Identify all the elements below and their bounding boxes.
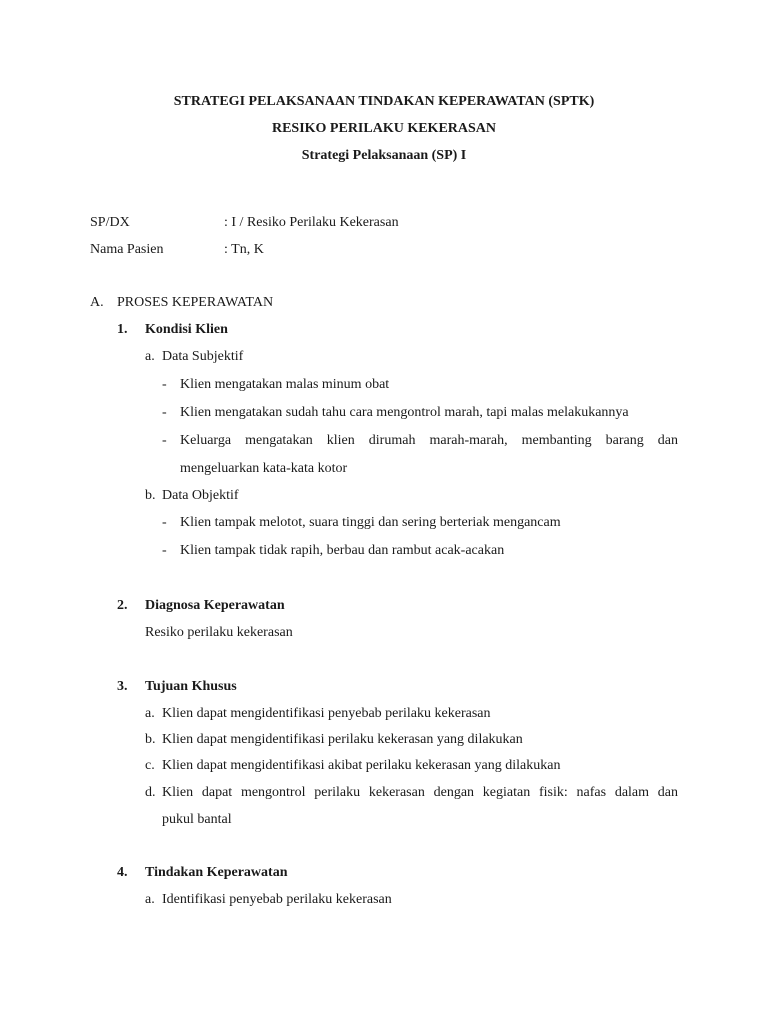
tujuan-title: Tujuan Khusus bbox=[145, 679, 237, 694]
subjektif-item: Klien mengatakan sudah tahu cara mengontrol marah, tapi malas melakukannya bbox=[180, 405, 629, 420]
tujuan-item: Klien dapat mengidentifikasi penyebab perilaku kekerasan bbox=[162, 706, 491, 721]
tindakan-num: 4. bbox=[117, 865, 128, 880]
tujuan-num: 3. bbox=[117, 679, 128, 694]
objektif-label: Data Objektif bbox=[162, 488, 239, 503]
document-section-title: Strategi Pelaksanaan (SP) I bbox=[301, 148, 467, 163]
dash-marker: - bbox=[162, 543, 167, 558]
nama-pasien-value: : Tn, K bbox=[224, 242, 264, 257]
tujuan-item: Klien dapat mengidentifikasi akibat perilaku kekerasan yang dilakukan bbox=[162, 758, 561, 773]
objektif-marker: b. bbox=[145, 488, 156, 503]
kondisi-num: 1. bbox=[117, 322, 128, 337]
document-subtitle: RESIKO PERILAKU KEKERASAN bbox=[271, 121, 497, 136]
dash-marker: - bbox=[162, 433, 167, 448]
subjektif-label: Data Subjektif bbox=[162, 349, 244, 364]
objektif-item: Klien tampak tidak rapih, berbau dan rambut acak-acakan bbox=[180, 543, 505, 558]
section-a-marker: A. bbox=[90, 295, 104, 310]
subjektif-marker: a. bbox=[145, 349, 155, 364]
spdx-value: : I / Resiko Perilaku Kekerasan bbox=[224, 215, 399, 230]
document-title: STRATEGI PELAKSANAAN TINDAKAN KEPERAWATAN (SPTK) bbox=[173, 94, 595, 109]
dash-marker: - bbox=[162, 377, 167, 392]
diagnosa-num: 2. bbox=[117, 598, 128, 613]
spdx-label: SP/DX bbox=[90, 215, 130, 230]
tujuan-item: Klien dapat mengidentifikasi perilaku kekerasan yang dilakukan bbox=[162, 732, 523, 747]
objektif-item: Klien tampak melotot, suara tinggi dan sering berteriak mengancam bbox=[180, 515, 561, 530]
tujuan-item-marker: c. bbox=[145, 758, 155, 773]
diagnosa-title: Diagnosa Keperawatan bbox=[145, 598, 285, 613]
tujuan-item: Klien dapat mengontrol perilaku kekerasan dengan kegiatan fisik: nafas dalam dan bbox=[162, 785, 678, 800]
tujuan-item-continuation: pukul bantal bbox=[162, 812, 232, 827]
tindakan-title: Tindakan Keperawatan bbox=[145, 865, 288, 880]
kondisi-title: Kondisi Klien bbox=[145, 322, 228, 337]
nama-pasien-label: Nama Pasien bbox=[90, 242, 164, 257]
subjektif-item-continuation: mengeluarkan kata-kata kotor bbox=[180, 461, 348, 476]
tujuan-item-marker: a. bbox=[145, 706, 155, 721]
tujuan-item-marker: d. bbox=[145, 785, 156, 800]
tujuan-item-marker: b. bbox=[145, 732, 156, 747]
dash-marker: - bbox=[162, 405, 167, 420]
subjektif-item: Keluarga mengatakan klien dirumah marah-marah, membanting barang dan bbox=[180, 433, 678, 448]
tindakan-item-marker: a. bbox=[145, 892, 155, 907]
tindakan-item: Identifikasi penyebab perilaku kekerasan bbox=[162, 892, 392, 907]
subjektif-item: Klien mengatakan malas minum obat bbox=[180, 377, 390, 392]
section-a-title: PROSES KEPERAWATAN bbox=[117, 295, 274, 310]
diagnosa-text: Resiko perilaku kekerasan bbox=[145, 625, 293, 640]
dash-marker: - bbox=[162, 515, 167, 530]
